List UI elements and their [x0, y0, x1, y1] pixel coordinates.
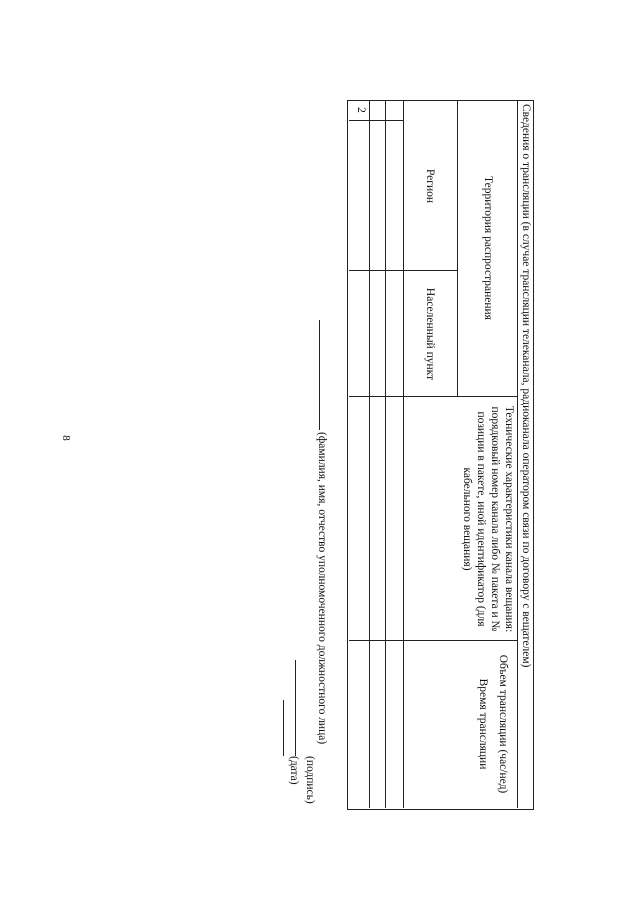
name-underline [319, 320, 320, 430]
table-divider [349, 270, 458, 271]
table-divider [457, 100, 458, 396]
table-divider [349, 396, 518, 397]
header-time: Время трансляции [477, 678, 489, 770]
table-divider [403, 100, 404, 808]
header-volume: Объем трансляции (час/нед) [497, 654, 509, 794]
table-divider [369, 100, 370, 808]
table-title: Сведения о трансляции (в случае трансляции телеканала, радиоканала оператором связи по договору с вещателем) [520, 104, 532, 668]
header-tech-characteristics: Технические характеристики канала вещания: порядковый номер канала либо № пакета и № позиции в пакете, иной идентификатор (для кабельного вещания) [461, 405, 515, 633]
table-divider [349, 120, 404, 121]
date-caption: (дата) [288, 756, 300, 785]
header-region: Регион [424, 168, 436, 204]
sign-caption: (подпись) [304, 756, 316, 804]
table-divider [349, 640, 518, 641]
date-underline [283, 700, 284, 756]
sign-underline [295, 660, 296, 756]
header-settlement: Населенный пункт [424, 287, 436, 381]
table-divider [385, 100, 386, 808]
row-number: 2 [355, 107, 367, 113]
header-territory: Территория распространения [482, 176, 494, 320]
name-caption: (фамилия, имя, отчество уполномоченного должностного лица) [316, 432, 328, 745]
page-number: 8 [59, 435, 72, 441]
table-divider [517, 100, 518, 808]
